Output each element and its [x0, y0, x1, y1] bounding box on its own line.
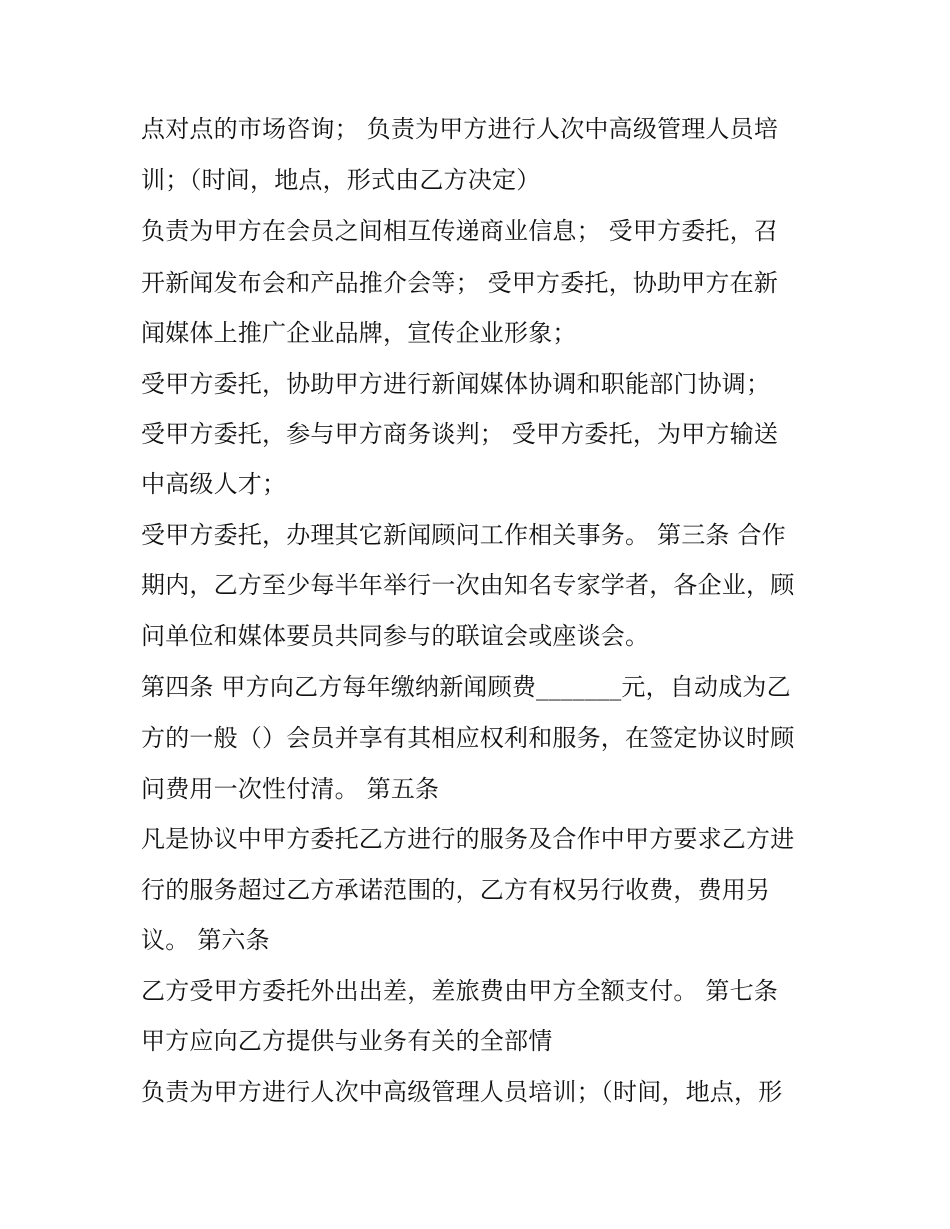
- text-line-20: 负责为甲方进行人次中高级管理人员培训；（时间，地点，形: [141, 1078, 783, 1106]
- text-line-12: 第四条 甲方向乙方每年缴纳新闻顾费_______元，自动成为乙: [141, 673, 791, 701]
- text-line-15: 凡是协议中甲方委托乙方进行的服务及合作中甲方要求乙方进: [141, 825, 795, 853]
- text-line-16: 行的服务超过乙方承诺范围的，乙方有权另行收费，费用另: [141, 876, 771, 904]
- text-line-11: 问单位和媒体要员共同参与的联谊会或座谈会。: [141, 622, 650, 650]
- text-line-19: 甲方应向乙方提供与业务有关的全部情: [141, 1027, 553, 1055]
- text-line-17: 议。 第六条: [141, 926, 270, 954]
- text-line-10: 期内，乙方至少每半年举行一次由知名专家学者，各企业，顾: [141, 571, 795, 599]
- text-line-8: 中高级人才；: [141, 470, 287, 498]
- text-line-3: 负责为甲方在会员之间相互传递商业信息； 受甲方委托，召: [141, 217, 779, 245]
- text-line-2: 训；（时间，地点，形式由乙方决定）: [141, 166, 541, 194]
- text-line-6: 受甲方委托，协助甲方进行新闻媒体协调和职能部门协调；: [141, 370, 771, 398]
- text-line-14: 问费用一次性付清。 第五条: [141, 775, 440, 803]
- text-line-4: 开新闻发布会和产品推介会等； 受甲方委托，协助甲方在新: [141, 269, 779, 297]
- text-line-18: 乙方受甲方委托外出出差，差旅费由甲方全额支付。 第七条: [141, 977, 779, 1005]
- text-line-1: 点对点的市场咨询； 负责为甲方进行人次中高级管理人员培: [141, 115, 779, 143]
- text-line-13: 方的一般（）会员并享有其相应权利和服务，在签定协议时顾: [141, 724, 795, 752]
- text-line-5: 闻媒体上推广企业品牌，宣传企业形象；: [141, 319, 577, 347]
- text-line-7: 受甲方委托，参与甲方商务谈判； 受甲方委托，为甲方输送: [141, 420, 779, 448]
- text-line-9: 受甲方委托，办理其它新闻顾问工作相关事务。 第三条 合作: [141, 521, 786, 549]
